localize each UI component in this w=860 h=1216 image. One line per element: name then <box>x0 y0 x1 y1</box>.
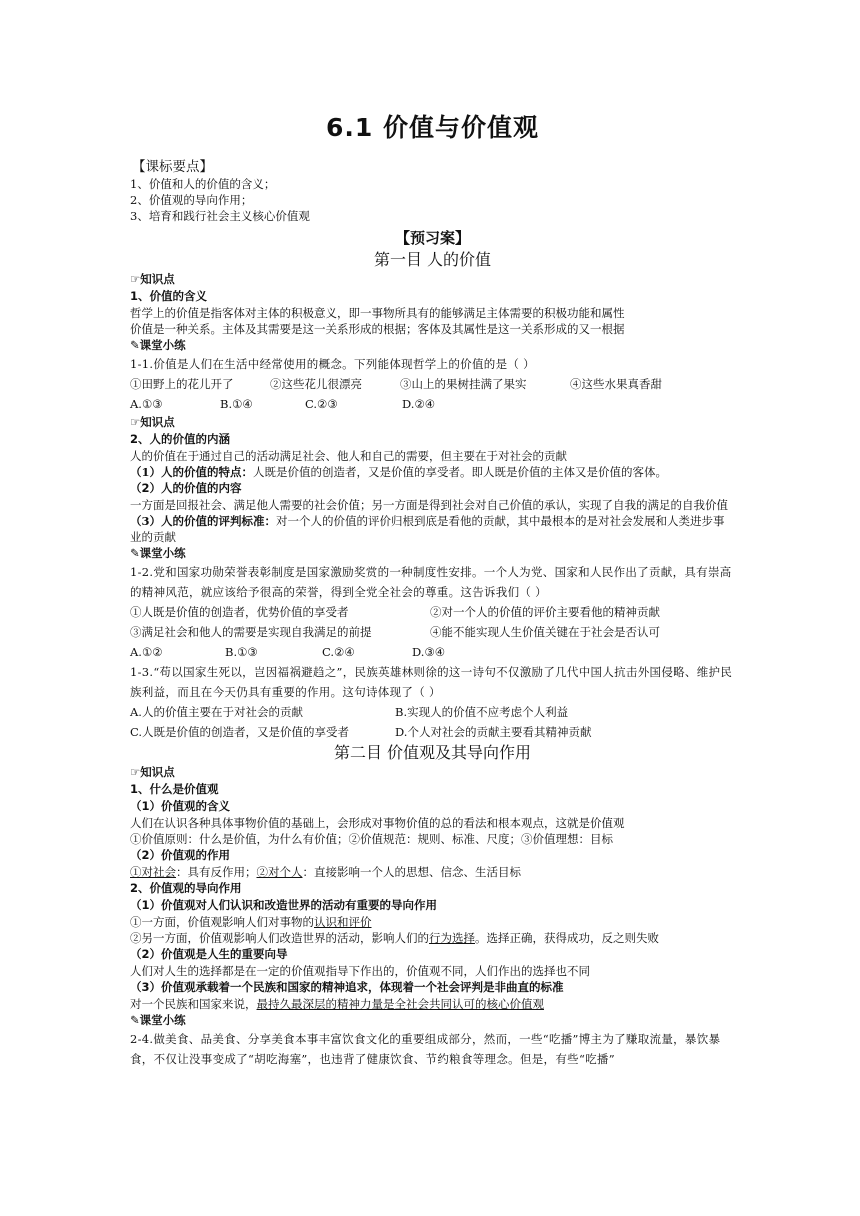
question-1-2-statements <box>130 602 735 622</box>
topic-heading: 2、价值观的导向作用 <box>130 881 242 895</box>
option: A.人的价值主要在于对社会的贡献 <box>130 705 303 719</box>
question-1-2: 1-2.党和国家功勋荣誉表彰制度是国家激励奖赏的一种制度性安排。一个人为党、国家和人民作出了贡献，具有崇高的精神风范，就应该给予很高的荣誉，得到全党全社会的尊重。这告诉我们（ ） <box>130 565 732 599</box>
subheading: （2）价值观的作用 <box>130 848 231 862</box>
paragraph: 价值是一种关系。主体及其需要是这一关系形成的根据；客体及其属性是这一关系形成的又一根据 <box>130 322 625 336</box>
question-1-3: 1-3.“苟以国家生死以，岂因福祸避趋之”，民族英雄林则徐的这一诗句不仅激励了几代中国人抗击外国侵略、维护民族利益，而且在今天仍具有重要的作用。这句诗体现了（ ） <box>130 665 733 699</box>
option: B.实现人的价值不应考虑个人利益 <box>395 705 569 719</box>
subheading: （1）价值观的含义 <box>130 799 231 813</box>
question-2-4: 2-4.做美食、品美食、分享美食本事丰富饮食文化的重要组成部分，然而，一些“吃播”博主为了赚取流量，暴饮暴食，不仅让没事变成了“胡吃海塞”，也违背了健康饮食、节约粮食等理念。但是，有些“吃播” <box>130 1032 721 1066</box>
subheading: （2）人的价值的内容 <box>130 481 242 495</box>
question-1-3-options <box>130 702 735 722</box>
option: A.①③ <box>130 397 163 411</box>
question-1-1-options <box>130 394 735 414</box>
document-page <box>130 108 735 1069</box>
practice-label: ✎课堂小练 <box>130 546 186 560</box>
topic-heading: 1、什么是价值观 <box>130 782 219 796</box>
paragraph: ①一方面，价值观影响人们对事物的认识和评价 <box>130 915 372 929</box>
kebiao-item-3: 3、培育和践行社会主义核心价值观 <box>130 209 310 223</box>
page-title: 6.1 价值与价值观 <box>326 113 539 142</box>
paragraph: ①对社会：具有反作用；②对个人：直接影响一个人的思想、信念、生活目标 <box>130 865 521 879</box>
paragraph: 哲学上的价值是指客体对主体的积极意义，即一事物所具有的能够满足主体需要的积极功能和属性 <box>130 306 625 320</box>
option: A.①② <box>130 645 163 659</box>
statement: ①人既是价值的创造者，优势价值的享受者 <box>130 605 349 619</box>
knowledge-point-label: ☞知识点 <box>130 272 175 286</box>
topic-heading: 2、人的价值的内涵 <box>130 432 231 446</box>
option: B.①④ <box>220 397 253 411</box>
subheading: （3）价值观承载着一个民族和国家的精神追求，体现着一个社会评判是非曲直的标准 <box>130 980 564 994</box>
question-1-2-statements <box>130 622 735 642</box>
practice-label: ✎课堂小练 <box>130 1013 186 1027</box>
statement: ③满足社会和他人的需要是实现自我满足的前提 <box>130 625 372 639</box>
paragraph: ②另一方面，价值观影响人们改造世界的活动，影响人们的行为选择。选择正确，获得成功，反之则失败 <box>130 931 659 945</box>
paragraph: 一方面是回报社会、满足他人需要的社会价值；另一方面是得到社会对自己价值的承认，实现了自我的满足的自我价值 <box>130 498 728 512</box>
option: D.个人对社会的贡献主要看其精神贡献 <box>395 725 592 739</box>
question-1-2-options <box>130 642 735 662</box>
option: B.①③ <box>225 645 258 659</box>
statement: ①田野上的花儿开了 <box>130 377 234 391</box>
option: D.②④ <box>402 397 436 411</box>
statement: ②这些花儿很漂亮 <box>270 377 362 391</box>
yuxian-heading: 【预习案】 <box>394 229 470 247</box>
paragraph: （3）人的价值的评判标准：对一个人的价值的评价归根到底是看他的贡献，其中最根本的是对社会发展和人类进步事业的贡献 <box>130 514 725 544</box>
paragraph: 对一个民族和国家来说，最持久最深层的精神力量是全社会共同认可的核心价值观 <box>130 997 544 1011</box>
kebiao-heading: 【课标要点】 <box>132 159 213 175</box>
statement: ②对一个人的价值的评价主要看他的精神贡献 <box>430 605 660 619</box>
option: C.人既是价值的创造者，又是价值的享受者 <box>130 725 350 739</box>
paragraph: ①价值原则：什么是价值，为什么有价值；②价值规范：规则、标准、尺度；③价值理想：目标 <box>130 832 613 846</box>
section2-heading: 第二目 价值观及其导向作用 <box>333 743 532 762</box>
paragraph: 人们在认识各种具体事物价值的基础上，会形成对事物价值的总的看法和根本观点，这就是价值观 <box>130 816 625 830</box>
option: C.②④ <box>322 645 355 659</box>
section1-heading: 第一目 人的价值 <box>373 250 492 269</box>
kebiao-item-2: 2、价值观的导向作用； <box>130 193 253 207</box>
paragraph: 人的价值在于通过自己的活动满足社会、他人和自己的需要，但主要在于对社会的贡献 <box>130 449 567 463</box>
paragraph: 人们对人生的选择都是在一定的价值观指导下作出的，价值观不同，人们作出的选择也不同 <box>130 964 590 978</box>
kebiao-item-1: 1、价值和人的价值的含义； <box>130 177 276 191</box>
question-1-1-statements <box>130 374 735 394</box>
option: C.②③ <box>305 397 338 411</box>
subheading: （1）价值观对人们认识和改造世界的活动有重要的导向作用 <box>130 898 437 912</box>
subheading: （1）人的价值的特点： <box>130 465 254 479</box>
question-1-1: 1-1.价值是人们在生活中经常使用的概念。下列能体现哲学上的价值的是（ ） <box>130 357 535 371</box>
question-1-3-options <box>130 722 735 742</box>
statement: ④这些水果真香甜 <box>570 377 662 391</box>
topic-heading: 1、价值的含义 <box>130 289 208 303</box>
practice-label: ✎课堂小练 <box>130 338 186 352</box>
paragraph: （1）人的价值的特点：人既是价值的创造者，又是价值的享受者。即人既是价值的主体又是价值的客体。 <box>130 465 668 479</box>
statement: ④能不能实现人生价值关键在于社会是否认可 <box>430 625 660 639</box>
knowledge-point-label: ☞知识点 <box>130 765 175 779</box>
option: D.③④ <box>412 645 446 659</box>
subheading: （2）价值观是人生的重要向导 <box>130 947 288 961</box>
knowledge-point-label: ☞知识点 <box>130 415 175 429</box>
subheading: （3）人的价值的评判标准： <box>130 514 277 528</box>
statement: ③山上的果树挂满了果实 <box>400 377 527 391</box>
